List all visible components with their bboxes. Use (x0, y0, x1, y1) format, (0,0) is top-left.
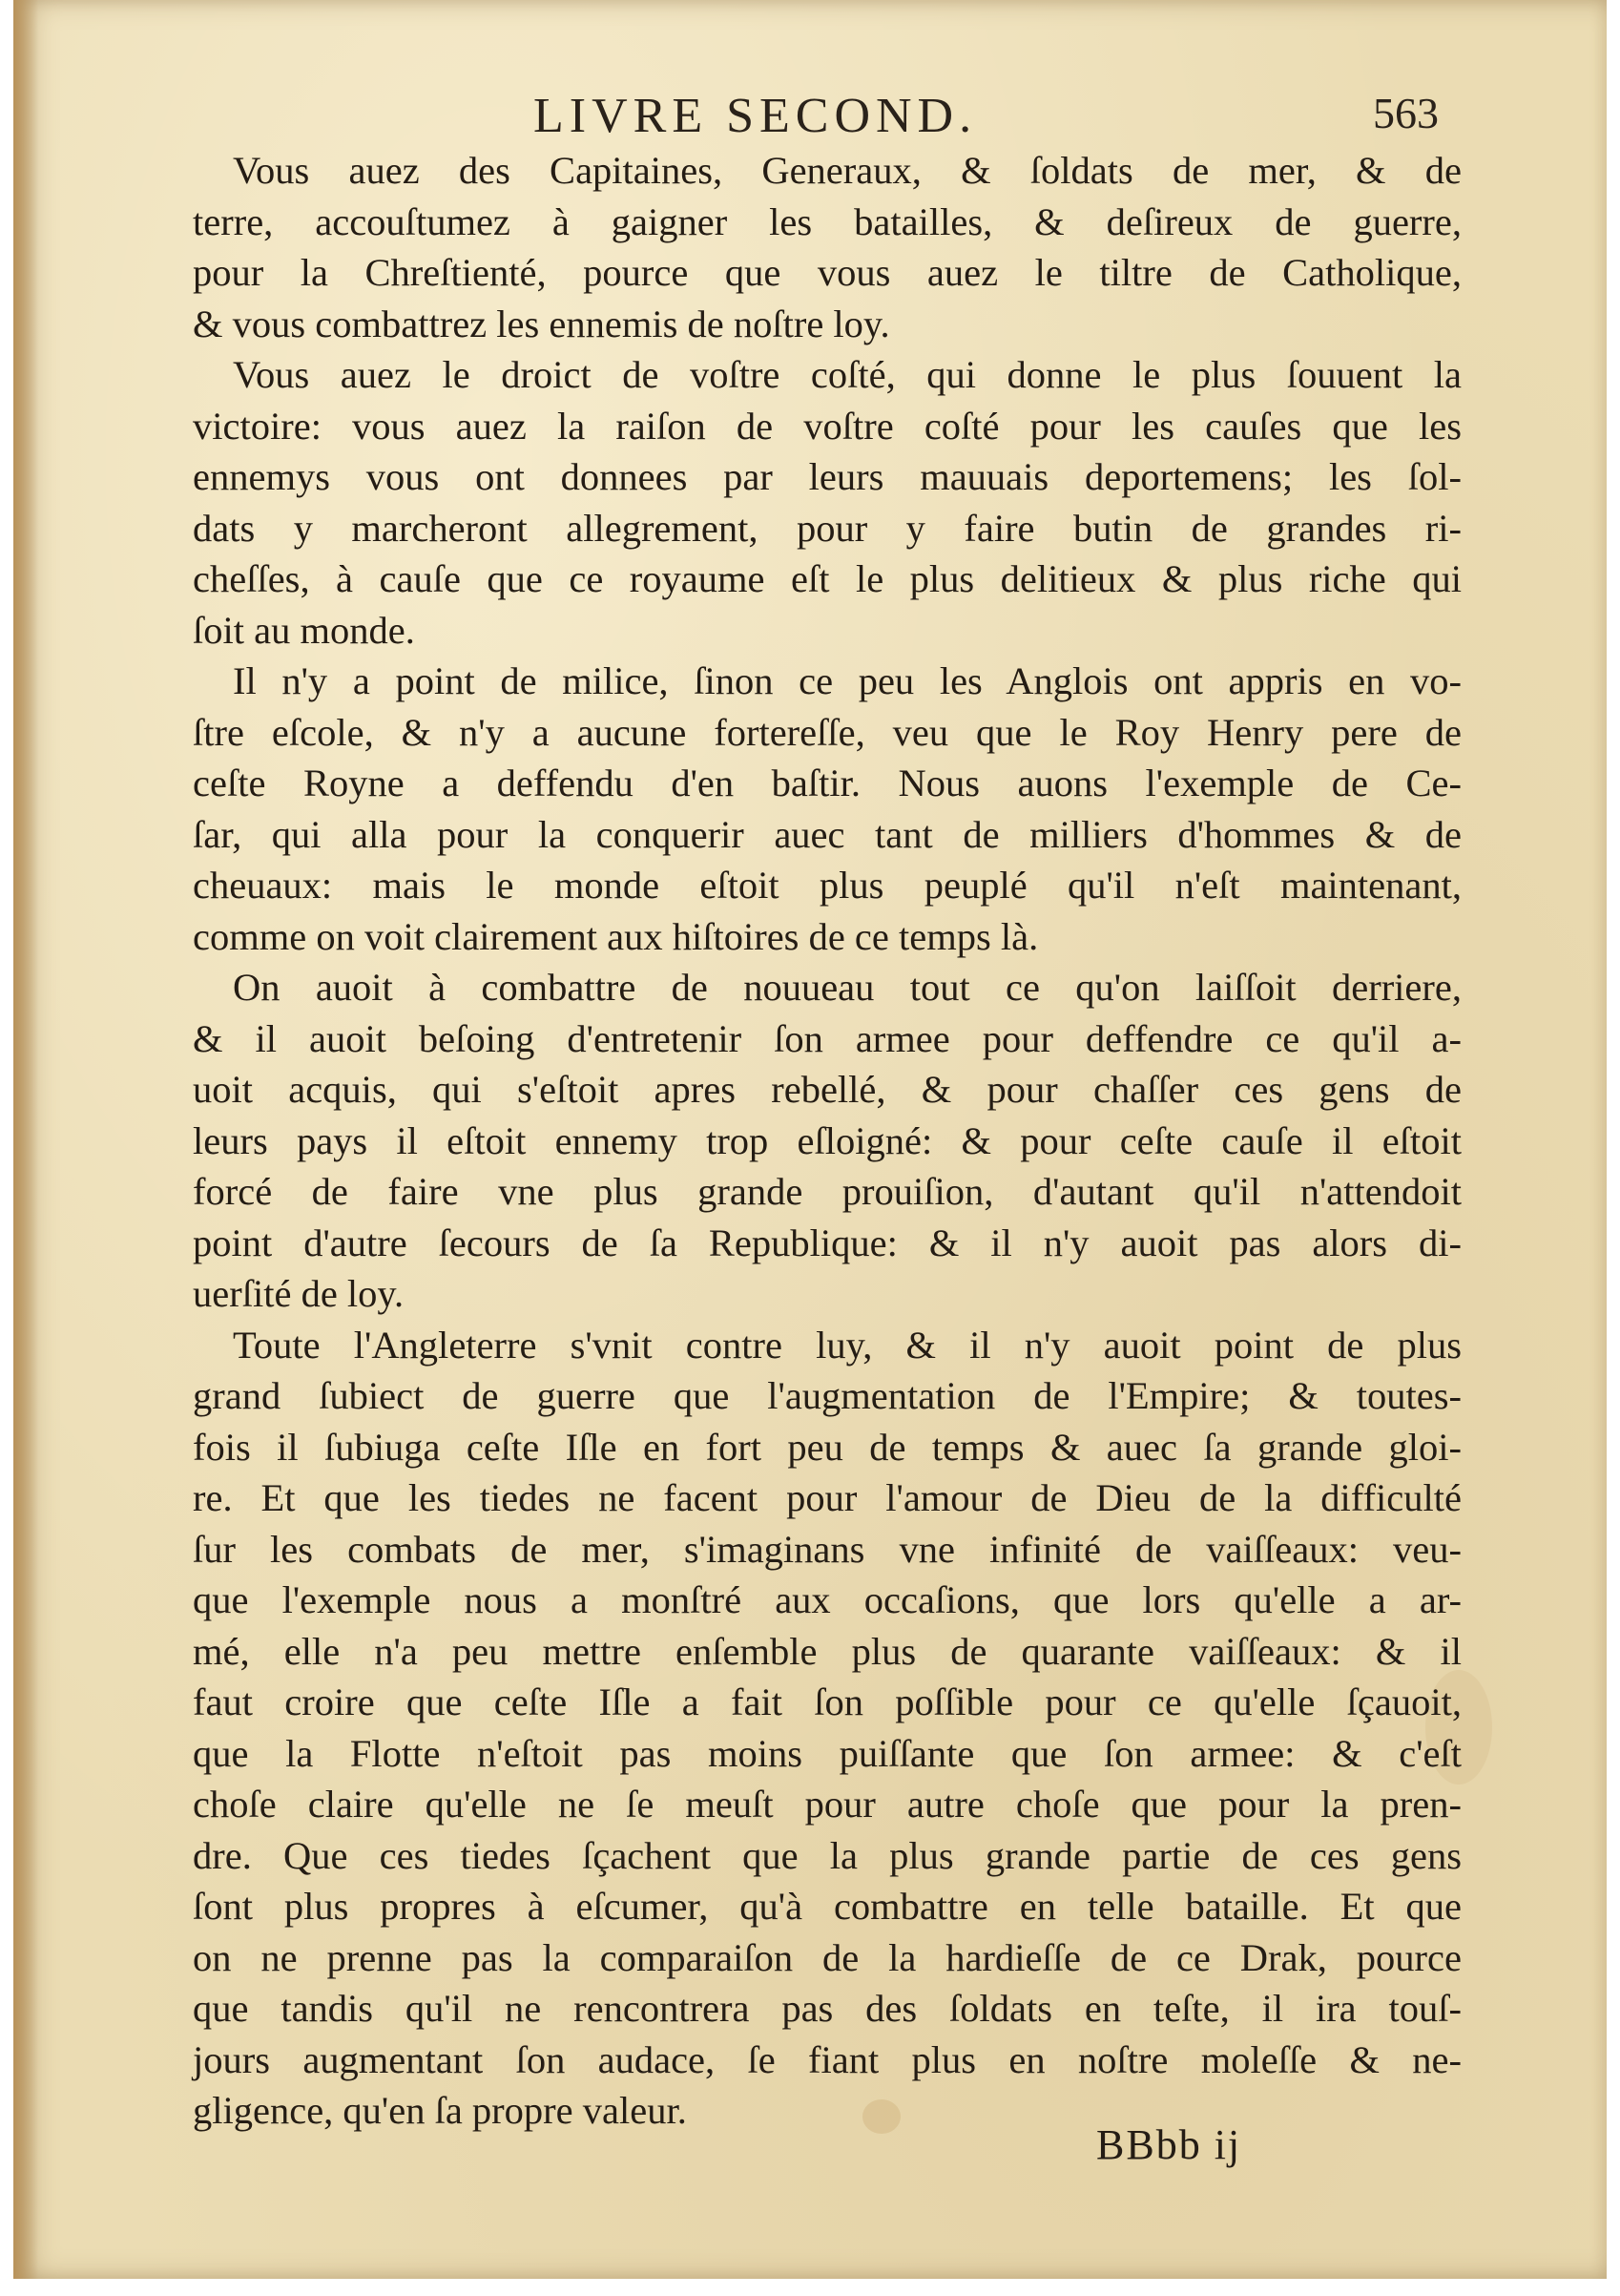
text-line: fois il ſubiuga ceſte Iſle en fort peu de temps & auec ſa grande gloi- (193, 1425, 1462, 1469)
text-line: ſtre eſcole, & n'y a aucune fortereſſe, veu que le Roy Henry pere de (193, 710, 1462, 754)
text-line: & vous combattrez les ennemis de noſtre loy. (193, 302, 890, 345)
text-line: ceſte Royne a deffendu d'en baſtir. Nous auons l'exemple de Ce- (193, 762, 1462, 804)
text-line: uoit acquis, qui s'eſtoit apres rebellé, & pour chaſſer ces gens de (193, 1068, 1462, 1111)
text-line: cheuaux: mais le monde eſtoit plus peuplé qu'il n'eſt maintenant, (193, 864, 1462, 907)
text-line: gligence, qu'en ſa propre valeur. (193, 2089, 687, 2132)
text-line: cheſſes, à cauſe que ce royaume eſt le plus delitieux & plus riche qui (193, 557, 1462, 600)
text-line: point d'autre ſecours de ſa Republique: & il n'y auoit pas alors di- (193, 1221, 1462, 1264)
signature-mark: BBbb ij (1096, 2121, 1242, 2168)
text-line: choſe claire qu'elle ne ſe meuſt pour autre choſe que pour la pren- (193, 1783, 1462, 1826)
page-number: 563 (1373, 89, 1439, 137)
text-line: ſoit au monde. (193, 608, 415, 652)
page-body (193, 145, 1462, 2137)
paragraph (193, 1320, 1462, 2137)
text-line: re. Et que les tiedes ne facent pour l'amour de Dieu de la difficulté (193, 1476, 1462, 1519)
text-line: ſont plus propres à eſcumer, qu'à combattre en telle bataille. Et que (193, 1885, 1462, 1928)
text-line: que l'exemple nous a monſtré aux occaſions, que lors qu'elle a ar- (193, 1578, 1462, 1621)
text-line: victoire: vous auez la raiſon de voſtre coſté pour les cauſes que les (193, 404, 1462, 448)
text-line: jours augmentant ſon audace, ſe fiant plus en noſtre moleſſe & ne- (193, 2037, 1462, 2081)
paragraph (193, 656, 1462, 962)
text-line: comme on voit clairement aux hiſtoires de ce temps là. (193, 914, 1039, 958)
text-line: terre, accouſtumez à gaigner les batailles, & deſireux de guerre, (193, 199, 1462, 243)
text-line: ſar, qui alla pour la conquerir auec tant de milliers d'hommes & de (193, 812, 1462, 856)
text-line: on ne prenne pas la comparaiſon de la hardieſſe de ce Drak, pource (193, 1935, 1462, 1979)
text-line: que la Flotte n'eſtoit pas moins puiſſante que ſon armee: & c'eſt (193, 1731, 1462, 1775)
text-line: Toute l'Angleterre s'vnit contre luy, & il n'y auoit point de plus (233, 1323, 1462, 1367)
text-line: leurs pays il eſtoit ennemy trop eſloigné: & pour ceſte cauſe il eſtoit (193, 1118, 1462, 1162)
paragraph (193, 349, 1462, 656)
text-line: On auoit à combattre de nouueau tout ce qu'on laiſſoit derriere, (233, 966, 1462, 1009)
paragraph (193, 962, 1462, 1320)
text-line: dats y marcheront allegrement, pour y faire butin de grandes ri- (193, 506, 1462, 550)
page-gutter-shadow (13, 0, 38, 2279)
text-line: ennemys vous ont donnees par leurs mauuais deportemens; les ſol- (193, 455, 1462, 498)
text-line: uerſité de loy. (193, 1272, 405, 1315)
text-line: faut croire que ceſte Iſle a fait ſon poſſible pour ce qu'elle ſçauoit, (193, 1680, 1462, 1723)
text-line: Il n'y a point de milice, ſinon ce peu les Anglois ont appris en vo- (233, 659, 1462, 702)
text-line: dre. Que ces tiedes ſçachent que la plus grande partie de ces gens (193, 1833, 1462, 1877)
text-line: ſur les combats de mer, s'imaginans vne infinité de vaiſſeaux: veu- (193, 1527, 1462, 1571)
text-line: mé, elle n'a peu mettre enſemble plus de quarante vaiſſeaux: & il (193, 1629, 1462, 1673)
book-page (13, 0, 1607, 2279)
text-line: grand ſubiect de guerre que l'augmentation de l'Empire; & toutes- (193, 1374, 1462, 1417)
paragraph (193, 145, 1462, 349)
text-line: que tandis qu'il ne rencontrera pas des ſoldats en teſte, il ira touſ- (193, 1987, 1462, 2030)
text-line: & il auoit beſoing d'entretenir ſon armee pour deffendre ce qu'il a- (193, 1016, 1462, 1060)
text-line: pour la Chreſtienté, pource que vous auez le tiltre de Catholique, (193, 251, 1462, 294)
running-head: LIVRE SECOND. (533, 89, 978, 143)
text-line: forcé de faire vne plus grande prouiſion, d'autant qu'il n'attendoit (193, 1170, 1462, 1213)
text-line: Vous auez le droict de voſtre coſté, qui donne le plus ſouuent la (233, 353, 1462, 396)
text-line: Vous auez des Capitaines, Generaux, & ſoldats de mer, & de (233, 149, 1462, 192)
